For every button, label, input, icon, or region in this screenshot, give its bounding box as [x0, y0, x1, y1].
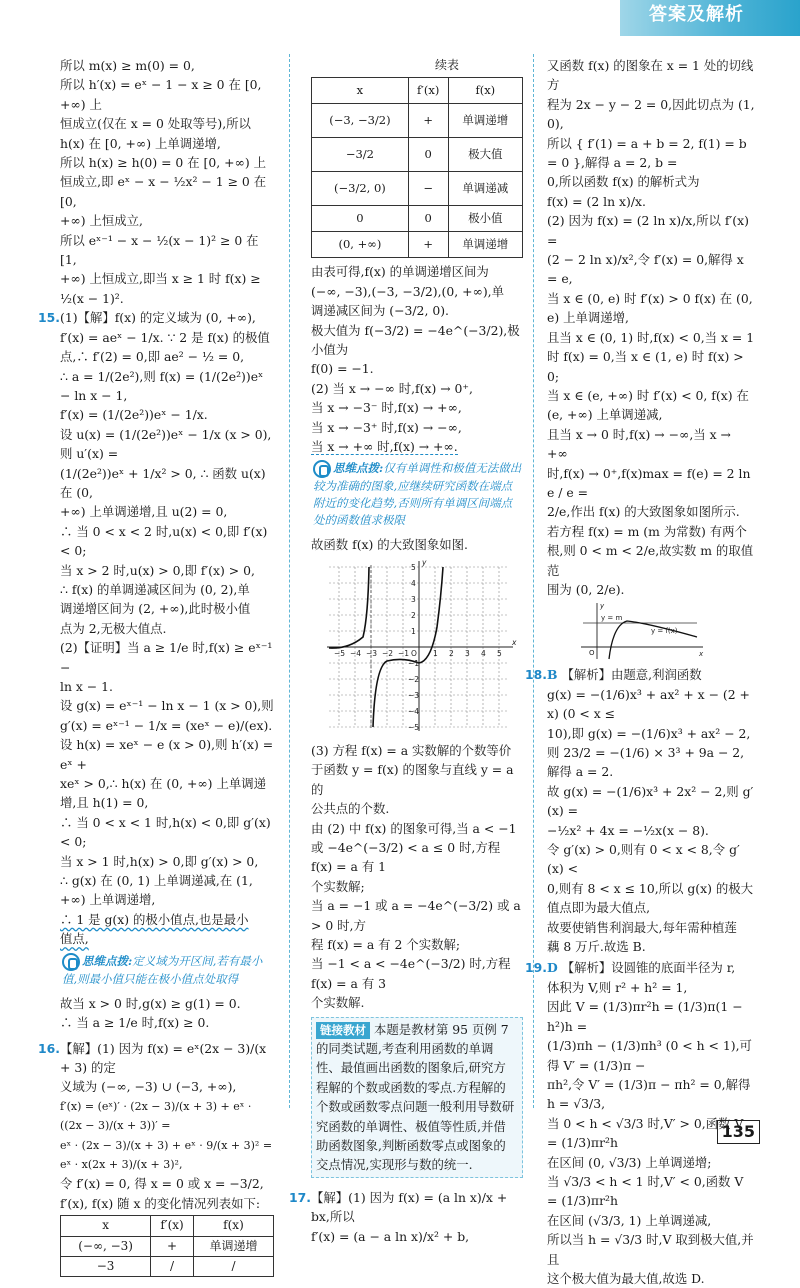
text-line: 若方程 f(x) = m (m 为常数) 有两个	[547, 523, 747, 539]
text-line: f′(x) = (a − a ln x)/x² + b,	[311, 1228, 470, 1244]
table-cell: 极小值	[448, 206, 522, 232]
table-header: f(x)	[448, 78, 522, 104]
x-tick: −3	[366, 648, 378, 658]
y-tick: −3	[408, 690, 420, 700]
y-tick: 5	[411, 562, 416, 572]
table-cell: (−3/2, 0)	[312, 172, 409, 206]
y-tick: −4	[408, 706, 420, 716]
table-cell: /	[193, 1256, 273, 1276]
text-line: +∞) 上单调递增,	[60, 892, 156, 908]
text-line: f′(x) = aeˣ − 1/x. ∵ 2 是 f(x) 的极值	[60, 329, 270, 345]
text-line: 10),即 g(x) = −(1/6)x³ + ax² − 2,	[547, 725, 751, 741]
text-line: 当 x → +∞ 时,f(x) → +∞.	[311, 439, 458, 455]
question-number-16: 16.	[38, 1040, 60, 1056]
text-line: 于函数 y = f(x) 的图象与直线 y = a 的	[311, 762, 514, 797]
y-tick: −5	[408, 722, 420, 732]
text-line: ∴ 当 a ≥ 1/e 时,f(x) ≥ 0.	[60, 1015, 210, 1031]
table-cell: (−∞, −3)	[61, 1236, 151, 1256]
text-line: 设 u(x) = (1/(2e²))eˣ − 1/x (x > 0),则 u′(x) =	[60, 426, 272, 462]
text-line: 在区间 (√3/3, 1) 上单调递减,	[547, 1212, 712, 1228]
text-line: f(0) = −1.	[311, 361, 374, 377]
curve-left-branch	[329, 567, 369, 648]
text-line: 设 h(x) = xeˣ − e (x > 0),则 h′(x) = eˣ +	[60, 737, 274, 772]
y-tick: −1	[408, 658, 420, 668]
table-row	[61, 1256, 274, 1276]
text-line: f′(x) = (1/(2e²))eˣ − 1/x.	[60, 407, 208, 423]
table-cell: +	[408, 104, 448, 138]
text-line: 围为 (0, 2/e).	[547, 581, 625, 597]
table-header: f(x)	[193, 1216, 273, 1236]
text-line: 极大值为 f(−3/2) = −4e^(−3/2),极小值为	[311, 322, 520, 358]
text-line: (1/3)πh − (1/3)πh³ (0 < h < 1),可得 V′ = (1/3)π −	[547, 1038, 752, 1073]
text-line: (1)【解】f(x) 的定义域为 (0, +∞),	[60, 310, 256, 326]
text-line: ∴ a = 1/(2e²),则 f(x) = (1/(2e²))eˣ − ln x − 1,	[60, 368, 264, 403]
header-title: 答案及解析	[649, 4, 744, 25]
column-2	[289, 56, 523, 1246]
text-line: 调递减区间为 (−3/2, 0).	[311, 303, 449, 319]
y-tick: −2	[408, 674, 420, 684]
text-line: 0,则有 8 < x ≤ 10,所以 g(x) 的极大	[547, 880, 754, 896]
text-line: 时,f(x) → 0⁺,f(x)max = f(e) = 2 ln e / e =	[547, 465, 751, 500]
text-line: e) 上单调递增,	[547, 310, 629, 326]
table-cell: 0	[312, 206, 409, 232]
table-cell: −3/2	[312, 138, 409, 172]
tip-icon	[313, 460, 331, 478]
text-line: 恒成立,即 eˣ − x − ½x² − 1 ≥ 0 在 [0,	[60, 174, 267, 209]
text-line: 点为 2,无极大值点.	[60, 620, 167, 636]
text-line: 当 x → −3⁺ 时,f(x) → −∞,	[311, 419, 462, 435]
continued-label: 续表	[434, 58, 459, 72]
text-line: 体积为 V,则 r² + h² = 1,	[547, 979, 688, 995]
question-number-19: 19.	[525, 960, 547, 976]
text-line: 调递增区间为 (2, +∞),此时极小值	[60, 601, 251, 617]
text-line: (e, +∞) 上单调递减,	[547, 407, 663, 423]
text-line: ∴ 当 0 < x < 1 时,h(x) < 0,即 g′(x) < 0;	[60, 814, 271, 850]
x-tick: −2	[382, 648, 394, 658]
text-line: xeˣ > 0,∴ h(x) 在 (0, +∞) 上单调递	[60, 776, 267, 792]
text-line: 当 −1 < a < −4e^(−3/2) 时,方程 f(x) = a 有 3	[311, 956, 511, 991]
column-1	[38, 56, 274, 1277]
text-line: (1/(2e²))eˣ + 1/x² > 0, ∴ 函数 u(x) 在 (0,	[60, 465, 266, 500]
thinking-tip	[311, 460, 523, 529]
text-line: 所以当 h = √3/3 时,V 取到极大值,并且	[547, 1232, 754, 1267]
text-line: 当 x > 2 时,u(x) > 0,即 f′(x) > 0,	[60, 562, 255, 578]
x-tick: −5	[334, 648, 346, 658]
text-line: 公共点的个数.	[311, 801, 390, 817]
x-tick: 5	[497, 648, 502, 658]
text-line: 令 f′(x) = 0, 得 x = 0 或 x = −3/2,	[60, 1176, 264, 1192]
text-line: 义域为 (−∞, −3) ∪ (−3, +∞),	[60, 1079, 237, 1095]
y-tick: 4	[411, 578, 416, 588]
text-line: +∞) 上恒成立,即当 x ≥ 1 时 f(x) ≥	[60, 271, 261, 287]
column-divider	[289, 54, 290, 1108]
tip-text: 定义域为开区间,若有最小值,则最小值只能在极小值点处取得	[62, 953, 263, 986]
table-cell: 单调递增	[448, 232, 522, 258]
text-line: 因此 V = (1/3)πr²h = (1/3)π(1 − h²)h =	[547, 999, 743, 1034]
table-header: f′(x)	[408, 78, 448, 104]
key-point-text: ∴ 1 是 g(x) 的极小值点,也是最小	[60, 911, 249, 927]
text-line: 且当 x ∈ (0, 1) 时,f(x) < 0,当 x = 1	[547, 329, 755, 345]
x-axis-label: x	[512, 637, 517, 647]
text-line: 当 x ∈ (e, +∞) 时 f′(x) < 0, f(x) 在	[547, 387, 749, 403]
question-number-17: 17.	[289, 1189, 311, 1205]
table-cell: +	[151, 1236, 194, 1256]
answer-choice: B	[547, 667, 558, 683]
text-line: (2)【证明】当 a ≥ 1/e 时,f(x) ≥ eˣ⁻¹ −	[60, 640, 273, 675]
y-axis-label: y	[600, 602, 605, 611]
table-header: f′(x)	[151, 1216, 194, 1236]
origin-label: O	[411, 648, 417, 658]
table-cell: /	[151, 1256, 194, 1276]
text-line: f′(x) = (eˣ)′ · (2x − 3)/(x + 3) + eˣ · ((2x − 3)/(x + 3))′ =	[60, 1099, 252, 1133]
tip-text: 仅有单调性和极值无法做出较为准确的图象,应继续研究函数在端点附近的变化趋势,否则所有单调区间端点处的函数值求极限	[313, 461, 522, 528]
x-tick: −1	[398, 648, 410, 658]
text-line: (3) 方程 f(x) = a 实数解的个数等价	[311, 742, 512, 758]
text-line: +∞) 上单调递增,且 u(2) = 0,	[60, 504, 228, 520]
text-line: πh²,令 V′ = (1/3)π − πh² = 0,解得 h = √3/3,	[547, 1076, 751, 1112]
y-tick: 3	[411, 594, 416, 604]
table-cell: 单调递增	[448, 104, 522, 138]
x-tick: 3	[465, 648, 470, 658]
table-cell: 0	[408, 138, 448, 172]
origin-label: O	[589, 649, 595, 658]
text-line: 【解析】由题意,利润函数	[561, 667, 702, 683]
curve-label: y = f(x)	[651, 627, 678, 636]
text-line: 故要使销售利润最大,每年需种植莲	[547, 919, 737, 935]
key-point-text: 值点,	[60, 931, 89, 947]
x-axis-label: x	[699, 650, 704, 659]
text-line: 【解】(1) 因为 f(x) = (a ln x)/x + bx,所以	[311, 1189, 508, 1225]
text-line: +∞) 上恒成立,	[60, 213, 143, 229]
text-line: (−∞, −3),(−3, −3/2),(0, +∞),单	[311, 283, 504, 299]
table-cell: 0	[408, 206, 448, 232]
text-line: 恒成立(仅在 x = 0 处取等号),所以	[60, 116, 251, 132]
text-line: 【解】(1) 因为 f(x) = eˣ(2x − 3)/(x + 3) 的定	[60, 1040, 267, 1075]
text-line: 所以 { f′(1) = a + b = 2, f(1) = b = 0 },解得 a = 2, b =	[547, 135, 747, 171]
text-line: 或 −4e^(−3/2) < a ≤ 0 时,方程 f(x) = a 有 1	[311, 839, 501, 875]
function-graph	[319, 557, 519, 737]
line-label: y = m	[601, 614, 623, 623]
column-divider	[533, 54, 534, 1108]
text-line: 由 (2) 中 f(x) 的图象可得,当 a < −1	[311, 820, 517, 836]
text-line: 时 f(x) = 0,当 x ∈ (1, e) 时 f(x) > 0;	[547, 349, 744, 384]
text-line: 2/e,作出 f(x) 的大致图象如图所示.	[547, 504, 740, 520]
textbook-link-tag: 链接教材	[316, 1022, 370, 1039]
text-line: 程为 2x − y − 2 = 0,因此切点为 (1, 0),	[547, 96, 755, 132]
text-line: 在区间 (0, √3/3) 上单调递增;	[547, 1154, 712, 1170]
x-tick: 4	[481, 648, 486, 658]
text-line: −½x² + 4x = −½x(x − 8).	[547, 822, 709, 838]
text-line: 藕 8 万斤.故选 B.	[547, 939, 646, 955]
table-cell: +	[408, 232, 448, 258]
textbook-link-text: 本题是教材第 95 页例 7 的同类试题,考查利用函数的单调性、最值画出函数的图象后,研究方程解的个数或函数的零点.方程解的个数或函数零点问题一般利用导数研究函数的单调性、极值等性质,并借助函数图象,判断函数零点或图象的交点情况,实现形与数的统一.	[316, 1021, 515, 1173]
y-axis-label: y	[422, 557, 427, 567]
text-line: 设 g(x) = eˣ⁻¹ − ln x − 1 (x > 0),则	[60, 698, 274, 714]
table-header: x	[61, 1216, 151, 1236]
text-line: ½(x − 1)².	[60, 290, 124, 306]
text-line: (2) 当 x → −∞ 时,f(x) → 0⁺,	[311, 380, 473, 396]
variation-table-part1	[60, 1215, 274, 1277]
text-line: 所以 h(x) ≥ h(0) = 0 在 [0, +∞) 上	[60, 155, 267, 171]
table-header: x	[312, 78, 409, 104]
text-line: 这个极大值为最大值,故选 D.	[547, 1270, 705, 1286]
text-line: 当 x → −3⁻ 时,f(x) → +∞,	[311, 400, 462, 416]
text-line: 当 a = −1 或 a = −4e^(−3/2) 或 a > 0 时,方	[311, 898, 521, 933]
graph-caption: 故函数 f(x) 的大致图象如图.	[311, 537, 468, 553]
table-cell: −	[408, 172, 448, 206]
text-line: 个实数解;	[311, 878, 365, 894]
text-line: 点,∴ f′(2) = 0,即 ae² − ½ = 0,	[60, 349, 245, 365]
text-line: 所以 eˣ⁻¹ − x − ½(x − 1)² ≥ 0 在 [1,	[60, 232, 259, 268]
table-cell: (0, +∞)	[312, 232, 409, 258]
text-line: 所以 h′(x) = eˣ − 1 − x ≥ 0 在 [0, +∞) 上	[60, 77, 262, 112]
text-line: ln x − 1.	[60, 679, 113, 694]
tip-icon	[62, 953, 80, 971]
text-line: ∴ f(x) 的单调递减区间为 (0, 2),单	[60, 581, 250, 597]
textbook-link-box	[311, 1017, 523, 1178]
variation-table-part2	[311, 77, 523, 258]
x-tick: 2	[449, 648, 454, 658]
text-line: 根,则 0 < m < 2/e,故实数 m 的取值范	[547, 543, 754, 578]
text-line: 个实数解.	[311, 995, 365, 1011]
text-line: 0,所以函数 f(x) 的解析式为	[547, 174, 700, 190]
table-row	[61, 1236, 274, 1256]
text-line: 当 0 < h < √3/3 时,V′ > 0,函数 V = (1/3)πr²h	[547, 1115, 744, 1151]
x-tick: 1	[433, 648, 438, 658]
text-line: 当 √3/3 < h < 1 时,V′ < 0,函数 V = (1/3)πr²h	[547, 1173, 744, 1209]
text-line: 增,且 h(1) = 0,	[60, 795, 149, 811]
tip-label: 思维点拨:	[333, 461, 384, 476]
text-line: 当 x ∈ (0, e) 时 f′(x) > 0 f(x) 在 (0,	[547, 290, 753, 306]
text-line: f(x) = (2 ln x)/x.	[547, 193, 646, 209]
table-cell: (−3, −3/2)	[312, 104, 409, 138]
text-line: ∴ 当 0 < x < 2 时,u(x) < 0,即 f′(x) < 0;	[60, 523, 268, 559]
text-line: 令 g′(x) > 0,则有 0 < x < 8,令 g′(x) <	[547, 842, 740, 877]
text-line: 故当 x > 0 时,g(x) ≥ g(1) = 0.	[60, 995, 241, 1011]
text-line: f′(x), f(x) 随 x 的变化情况列表如下:	[60, 1195, 261, 1211]
text-line: 且当 x → 0 时,f(x) → −∞,当 x → +∞	[547, 426, 731, 462]
table-cell: −3	[61, 1256, 151, 1276]
text-line: eˣ · (2x − 3)/(x + 3) + eˣ · 9/(x + 3)² = eˣ · x(2x + 3)/(x + 3)²,	[60, 1138, 273, 1171]
table-cell: 极大值	[448, 138, 522, 172]
question-number-18: 18.	[525, 667, 547, 683]
table-cell: 单调递减	[448, 172, 522, 206]
question-number-15: 15.	[38, 310, 60, 326]
mini-function-graph	[577, 601, 707, 661]
text-line: g(x) = −(1/6)x³ + ax² + x − (2 + x) (0 < x ≤	[547, 686, 750, 722]
table-cell: 单调递增	[193, 1236, 273, 1256]
text-line: g′(x) = eˣ⁻¹ − 1/x = (xeˣ − e)/(ex).	[60, 717, 273, 733]
y-tick: 1	[411, 626, 416, 636]
table-row	[312, 104, 523, 138]
text-line: (2) 因为 f(x) = (2 ln x)/x,所以 f′(x) =	[547, 213, 749, 248]
text-line: 则 23/2 = −(1/6) × 3³ + 9a − 2,解得 a = 2.	[547, 745, 745, 780]
column-3	[525, 56, 755, 1288]
y-tick: 2	[411, 610, 416, 620]
text-line: 又函数 f(x) 的图象在 x = 1 处的切线方	[547, 58, 754, 93]
text-line: h(x) 在 [0, +∞) 上单调递增,	[60, 135, 221, 151]
text-line: 当 x > 1 时,h(x) > 0,即 g′(x) > 0,	[60, 853, 259, 869]
tip-label: 思维点拨:	[82, 953, 133, 968]
text-line: 由表可得,f(x) 的单调递增区间为	[311, 264, 489, 280]
text-line: 程 f(x) = a 有 2 个实数解;	[311, 936, 461, 952]
table-row	[312, 138, 523, 172]
text-line: 故 g(x) = −(1/6)x³ + 2x² − 2,则 g′(x) =	[547, 783, 754, 819]
thinking-tip	[60, 953, 274, 988]
table-row	[312, 172, 523, 206]
text-line: ∴ g(x) 在 (0, 1) 上单调递减,在 (1,	[60, 873, 253, 889]
text-line: (2 − 2 ln x)/x²,令 f′(x) = 0,解得 x = e,	[547, 252, 744, 287]
text-line: 值点即为最大值点,	[547, 900, 651, 916]
table-row	[312, 232, 523, 258]
answer-choice: D	[547, 960, 558, 976]
text-line: 【解析】设圆锥的底面半径为 r,	[561, 960, 736, 976]
table-row	[312, 206, 523, 232]
text-line: 所以 m(x) ≥ m(0) = 0,	[60, 58, 195, 73]
page-number: 135	[717, 1120, 760, 1144]
x-tick: −4	[350, 648, 362, 658]
